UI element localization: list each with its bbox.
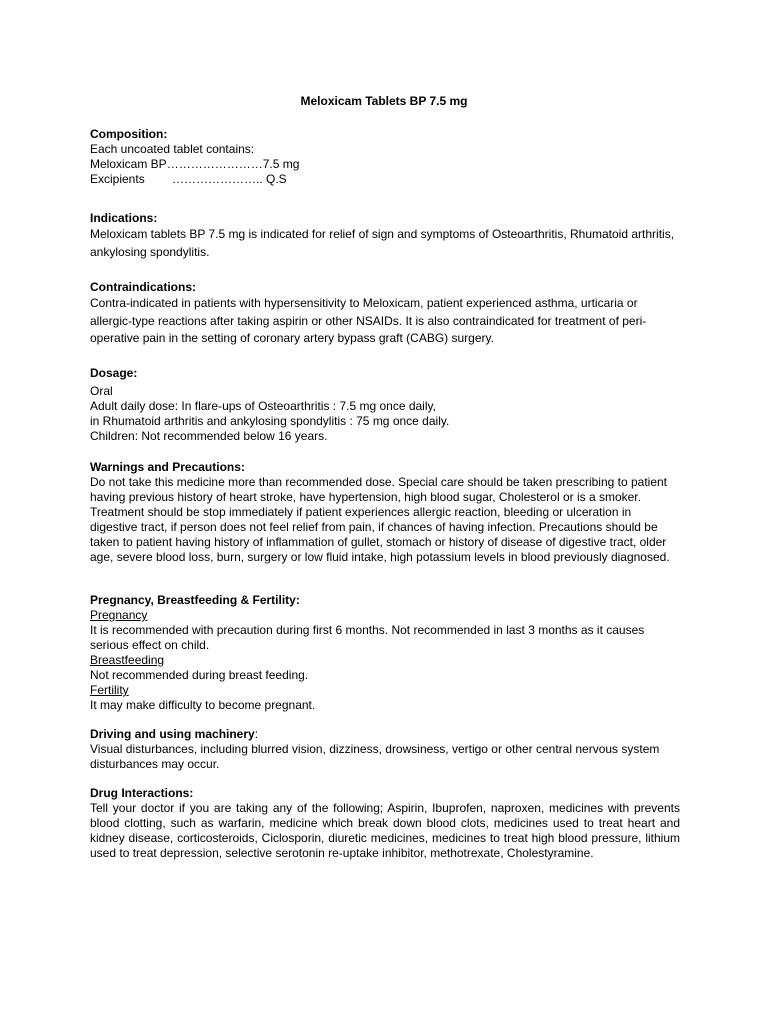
interactions-heading: Drug Interactions: [90,786,194,800]
contraindications-heading: Contraindications: [90,280,197,294]
excipients-label: Excipients [90,172,145,186]
interactions-section [90,786,680,861]
composition-section [90,127,680,187]
interactions-text: Tell your doctor if you are taking any of the following; Aspirin, Ibuprofen, naproxen, medicines with prevents blood clotting, such as warfarin, medicine which break down blood clots, medicines used to treat heart and kidney disease, corticosteroids, Ciclosporin, diuretic medicines, medicines to treat high blood pressure, lithium used to treat depression, selective serotonin re-uptake inhibitor, methotrexate, Cholestyramine. [90,801,680,860]
composition-heading: Composition: [90,127,168,141]
breastfeeding-subheading: Breastfeeding [90,653,165,667]
driving-heading-line [90,727,680,742]
warnings-text: Do not take this medicine more than recommended dose. Special care should be taken prescribing to patient having previous history of heart stroke, have hypertension, high blood sugar, Cholesterol or is a smoker. Treatment should be stop immediately if patient experiences allergic reaction, bleeding or ulceration in digestive tract, if person does not feel relief from pain, if chances of having infection. Precautions should be taken to patient having history of inflammation of gullet, stomach or history of disease of digestive tract, older age, severe blood loss, burn, surgery or low fluid intake, high potassium levels in blood previously diagnosed. [90,475,670,564]
warnings-heading: Warnings and Precautions: [90,460,245,474]
indications-section [90,211,680,261]
indications-heading: Indications: [90,211,158,225]
driving-heading: Driving and using machinery [90,727,255,741]
dosage-section [90,366,680,444]
contraindications-text: Contra-indicated in patients with hypersensitivity to Meloxicam, patient experienced asthma, urticaria or allergic-type reactions after taking aspirin or other NSAIDs. It is also contraindicated for treatment of peri-operative pain in the setting of coronary artery bypass graft (CABG) surgery. [90,296,647,345]
dosage-line-oral: Oral [90,384,113,398]
composition-active-ingredient: Meloxicam BP……………………7.5 mg [90,157,300,171]
composition-excipients [90,172,680,187]
dosage-line-adult: Adult daily dose: In flare-ups of Osteoarthritis : 7.5 mg once daily, [90,399,436,413]
contraindications-section [90,280,680,348]
pregnancy-subheading: Pregnancy [90,608,148,622]
driving-section [90,727,680,772]
composition-intro: Each uncoated tablet contains: [90,142,255,156]
dosage-heading: Dosage: [90,366,138,380]
fertility-subheading: Fertility [90,683,129,697]
dosage-line-rhumatoid: in Rhumatoid arthritis and ankylosing spondylitis : 75 mg once daily. [90,414,450,428]
pregnancy-section [90,593,680,713]
document-title: Meloxicam Tablets BP 7.5 mg [300,94,468,108]
fertility-text: It may make difficulty to become pregnant. [90,698,316,712]
excipients-value: ………………….. Q.S [172,172,287,186]
pregnancy-heading: Pregnancy, Breastfeeding & Fertility: [90,593,300,607]
driving-text: Visual disturbances, including blurred vision, dizziness, drowsiness, vertigo or other central nervous system disturbances may occur. [90,742,660,771]
indications-text: Meloxicam tablets BP 7.5 mg is indicated for relief of sign and symptoms of Osteoarthritis, Rhumatoid arthritis, ankylosing spondylitis. [90,227,675,259]
driving-heading-colon: : [254,727,259,741]
warnings-section [90,460,680,565]
breastfeeding-text: Not recommended during breast feeding. [90,668,309,682]
pregnancy-text: It is recommended with precaution during first 6 months. Not recommended in last 3 months as it causes serious effect on child. [90,623,645,652]
dosage-line-children: Children: Not recommended below 16 years. [90,429,328,443]
